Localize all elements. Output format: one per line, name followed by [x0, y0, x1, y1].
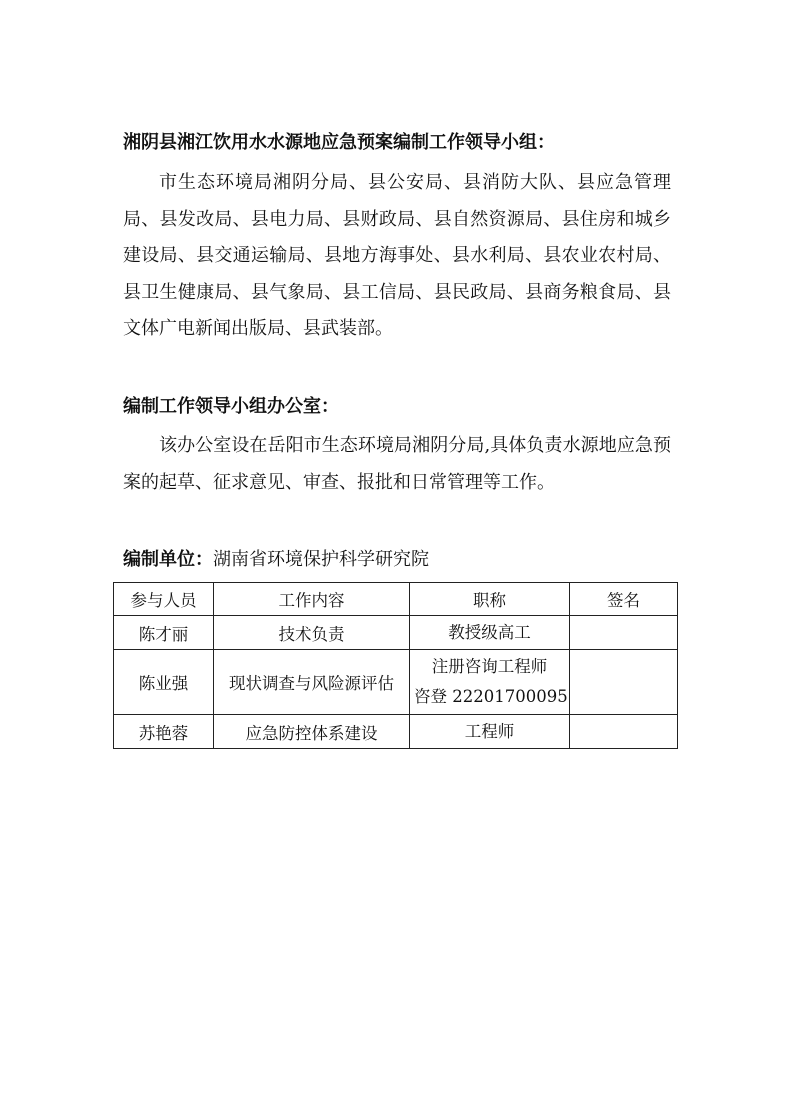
participant-name: 陈业强: [114, 650, 214, 715]
table-row: [114, 715, 678, 749]
title-line: 工程师: [464, 721, 515, 741]
leadership-group-title: 湘阴县湘江饮用水水源地应急预案编制工作领导小组：: [123, 132, 555, 153]
table-row: [114, 616, 678, 650]
leadership-group-members: 市生态环境局湘阴分局、县公安局、县消防大队、县应急管理局、县发改局、县电力局、县财政局、县自然资源局、县住房和城乡建设局、县交通运输局、县地方海事处、县水利局、县农业农村局、县卫生健康局、县气象局、县工信局、县民政局、县商务粮食局、县文体广电新闻出版局、县武装部。: [123, 172, 671, 339]
table-header-row: [114, 583, 678, 616]
title-line: 注册咨询工程师: [431, 657, 548, 676]
header-participant: 参与人员: [114, 583, 214, 616]
header-professional-title: 职称: [410, 583, 570, 616]
compiling-unit-label: 编制单位：: [123, 549, 213, 570]
signature-cell: [570, 650, 678, 715]
participant-name: 苏艳蓉: [114, 715, 214, 749]
title-line: 咨登 22201700095: [414, 687, 568, 706]
header-work-content: 工作内容: [214, 583, 410, 616]
office-description: 该办公室设在岳阳市生态环境局湘阴分局,具体负责水源地应急预案的起草、征求意见、审查、报批和日常管理等工作。: [123, 435, 671, 493]
work-content: 现状调查与风险源评估: [214, 650, 410, 715]
professional-title: [410, 650, 570, 715]
signature-cell: [570, 616, 678, 650]
professional-title: [410, 616, 570, 650]
compiling-unit-value: 湖南省环境保护科学研究院: [213, 549, 429, 570]
work-content: 技术负责: [214, 616, 410, 650]
work-content: 应急防控体系建设: [214, 715, 410, 749]
professional-title: [410, 715, 570, 749]
header-signature: 签名: [570, 583, 678, 616]
office-title: 编制工作领导小组办公室：: [123, 396, 339, 417]
participant-name: 陈才丽: [114, 616, 214, 650]
compiling-unit: [123, 545, 429, 571]
table-row: [114, 650, 678, 715]
signature-cell: [570, 715, 678, 749]
staff-table: [113, 582, 678, 749]
title-line: 教授级高工: [448, 622, 531, 642]
